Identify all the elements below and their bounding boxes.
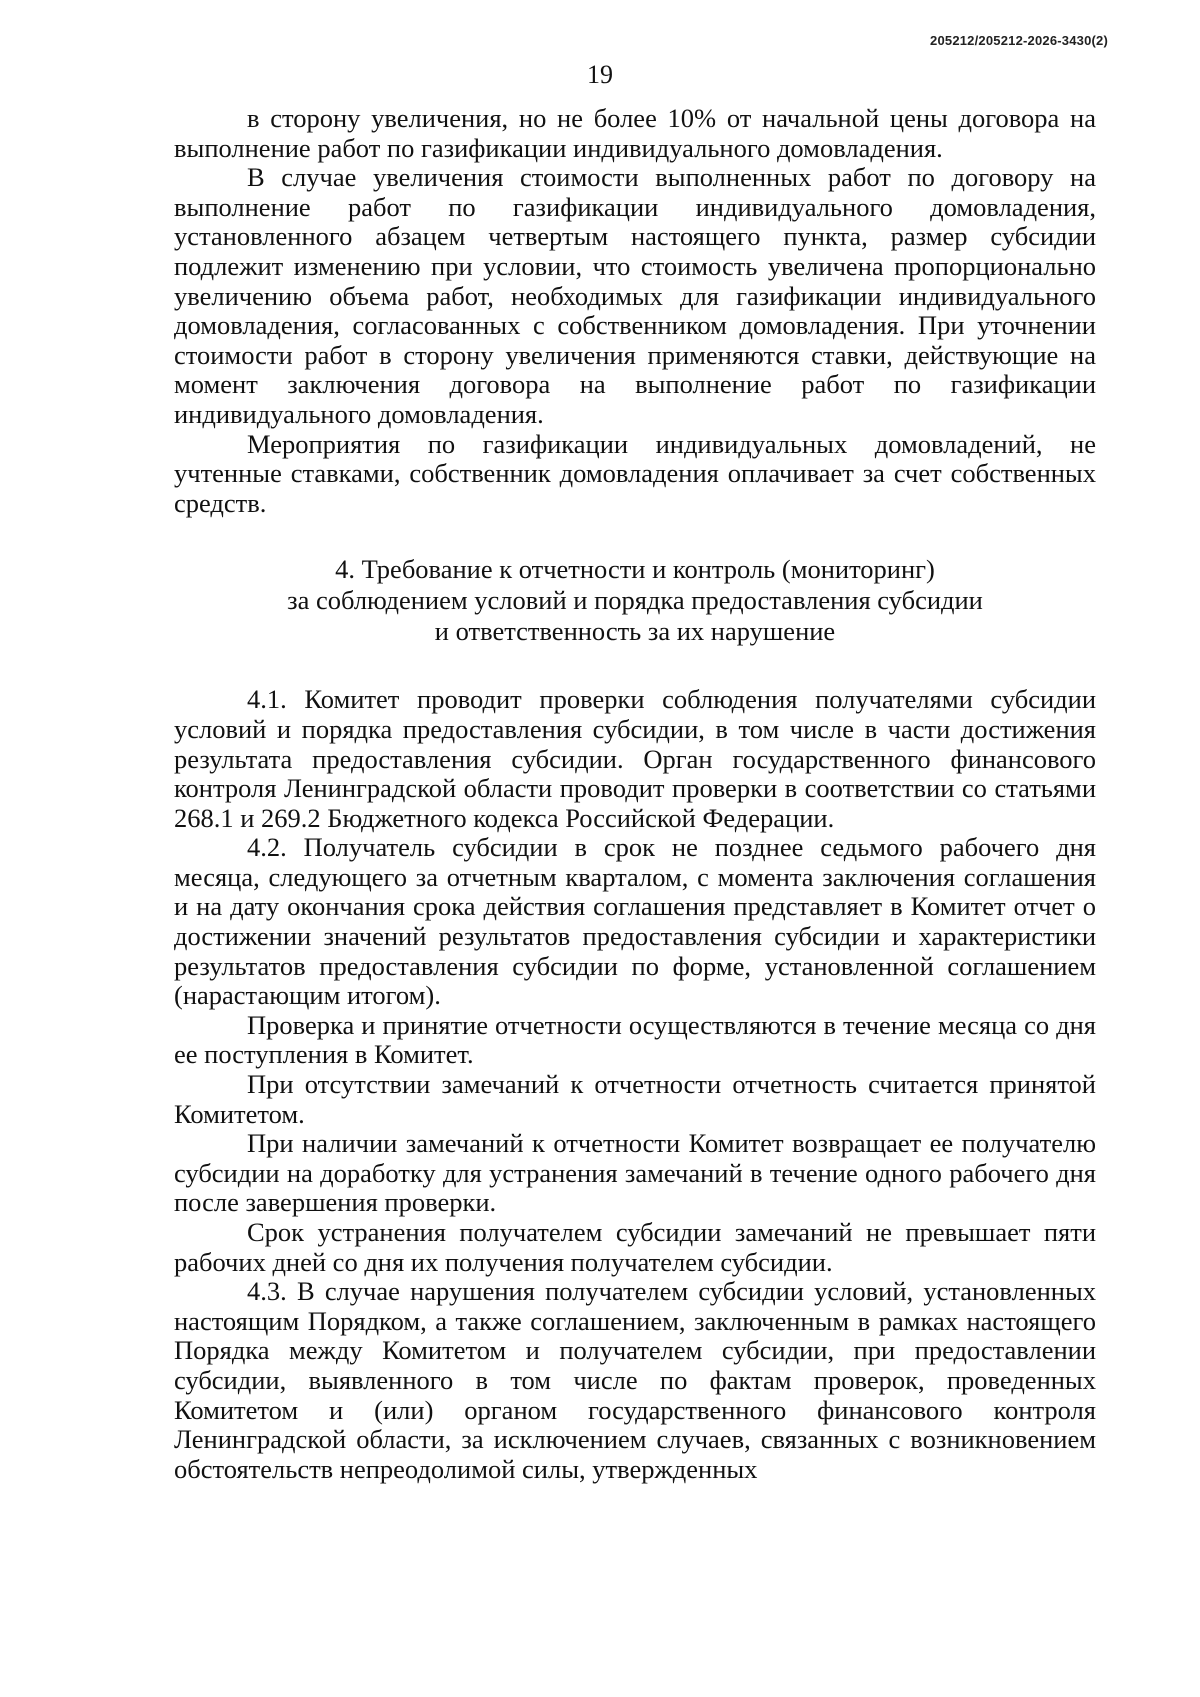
section-heading xyxy=(174,554,1096,647)
paragraph-report-check: Проверка и принятие отчетности осуществляются в течение месяца со дня ее поступления в Комитет. xyxy=(174,1009,1096,1070)
paragraph-cost-increase: В случае увеличения стоимости выполненных работ по договору на выполнение работ по газификации индивидуального домовладения, установленного абзацем четвертым настоящего пункта, размер субсидии подлежит изменению при условии, что стоимость увеличена пропорционально увеличению объема работ, необходимых для газификации индивидуального домовладения, согласованных с собственником домовладения. При уточнении стоимости работ в сторону увеличения применяются ставки, действующие на момент заключения договора на выполнение работ по газификации индивидуального домовладения. xyxy=(174,162,1096,429)
paragraph-correction-term: Срок устранения получателем субсидии замечаний не превышает пяти рабочих дней со дня их получения получателем субсидии. xyxy=(174,1217,1096,1277)
document-id: 205212/205212-2026-3430(2) xyxy=(930,33,1108,48)
paragraph-4-3: 4.3. В случае нарушения получателем субсидии условий, установленных настоящим Порядком, а также соглашением, заключенным в рамках настоящего Порядка между Комитетом и получателем субсидии, при предоставлении субсидии, выявленного в том числе по фактам проверок, проведенных Комитетом и (или) органом государственного финансового контроля Ленинградской области, за исключением случаев, связанных с возникновением обстоятельств непреодолимой силы, утвержденных xyxy=(174,1276,1096,1484)
paragraph-report-returned: При наличии замечаний к отчетности Комитет возвращает ее получателю субсидии на доработку для устранения замечаний в течение одного рабочего дня после завершения проверки. xyxy=(174,1128,1096,1218)
paragraph-unaccounted-measures: Мероприятия по газификации индивидуальных домовладений, не учтенные ставками, собственник домовладения оплачивает за счет собственных средств. xyxy=(174,428,1096,518)
document-body xyxy=(174,104,1096,1484)
paragraph-4-2: 4.2. Получатель субсидии в срок не позднее седьмого рабочего дня месяца, следующего за отчетным кварталом, с момента заключения соглашения и на дату окончания срока действия соглашения представляет в Комитет отчет о достижении значений результатов предоставления субсидии и характеристики результатов предоставления субсидии по форме, установленной соглашением (нарастающим итогом). xyxy=(174,832,1096,1011)
page-number: 19 xyxy=(587,60,613,89)
section-heading-line-1: 4. Требование к отчетности и контроль (мониторинг) xyxy=(335,554,935,585)
paragraph-4-1: 4.1. Комитет проводит проверки соблюдения получателями субсидии условий и порядка предоставления субсидии, в том числе в части достижения результата предоставления субсидии. Орган государственного финансового контроля Ленинградской области проводит проверки в соответствии со статьями 268.1 и 269.2 Бюджетного кодекса Российской Федерации. xyxy=(174,684,1096,833)
paragraph-report-accepted: При отсутствии замечаний к отчетности отчетность считается принятой Комитетом. xyxy=(174,1069,1096,1129)
paragraph-continuation: в сторону увеличения, но не более 10% от начальной цены договора на выполнение работ по газификации индивидуального домовладения. xyxy=(174,103,1096,163)
section-heading-line-3: и ответственность за их нарушение xyxy=(434,616,836,647)
section-heading-line-2: за соблюдением условий и порядка предоставления субсидии xyxy=(287,585,983,616)
